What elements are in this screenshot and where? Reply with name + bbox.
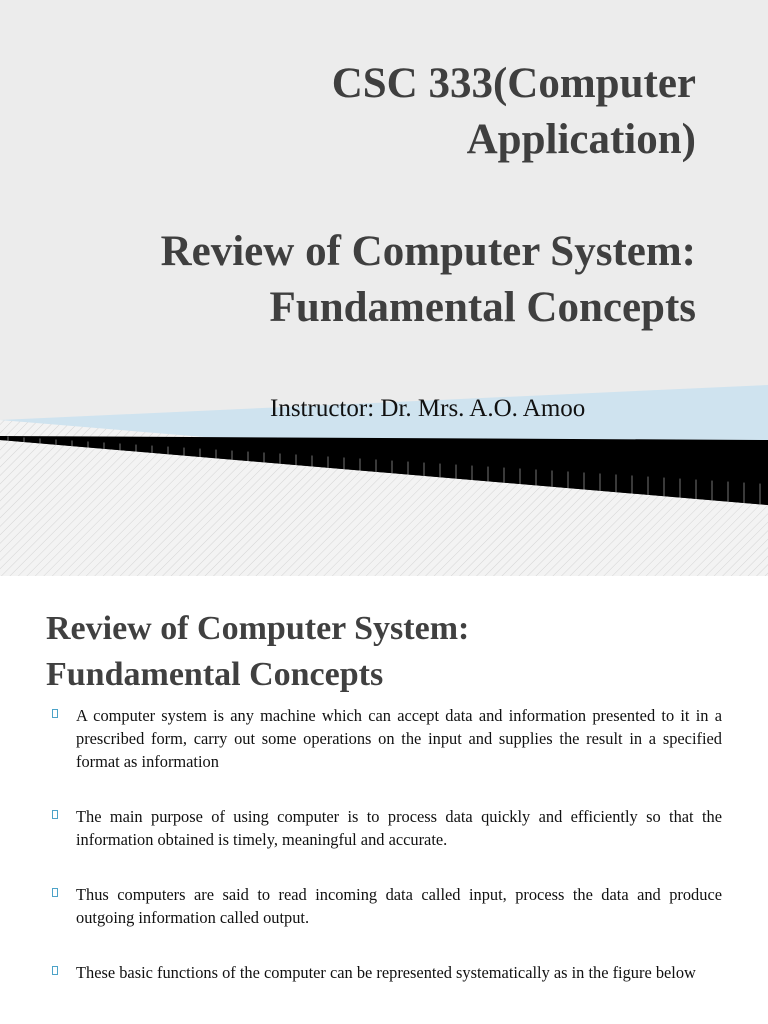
topic-title: Review of Computer System: (160, 228, 696, 275)
bullet-text: The main purpose of using computer is to process data quickly and efficiently so that the information obtained is timely, meaningful and accurate. (76, 807, 722, 849)
slide-title-line2: Fundamental Concepts (46, 656, 384, 693)
bullet-marker-icon (52, 709, 58, 718)
title-block (56, 56, 696, 336)
topic-title-line2: Fundamental Concepts (269, 284, 696, 331)
bullet-text: These basic functions of the computer can be represented systematically as in the figure below (76, 963, 696, 982)
bullet-text: A computer system is any machine which can accept data and information presented to it in a prescribed form, carry out some operations on the input and supplies the result in a specified format as information (76, 706, 722, 771)
course-title-line2: Application) (466, 116, 696, 163)
bullet-item (52, 961, 722, 984)
slide-title (46, 606, 726, 698)
instructor-name: Instructor: Dr. Mrs. A.O. Amoo (270, 395, 586, 422)
slide-title-line1: Review of Computer System: (46, 610, 470, 647)
course-title: CSC 333(Computer (331, 60, 696, 107)
bullet-item (52, 704, 722, 773)
bullet-marker-icon (52, 810, 58, 819)
bullet-item (52, 883, 722, 929)
content-slide (0, 576, 768, 1024)
bullet-text: Thus computers are said to read incoming data called input, process the data and produce outgoing information called output. (76, 885, 722, 927)
bullet-marker-icon (52, 966, 58, 975)
bullet-list (52, 704, 722, 1016)
bullet-marker-icon (52, 888, 58, 897)
bullet-item (52, 805, 722, 851)
